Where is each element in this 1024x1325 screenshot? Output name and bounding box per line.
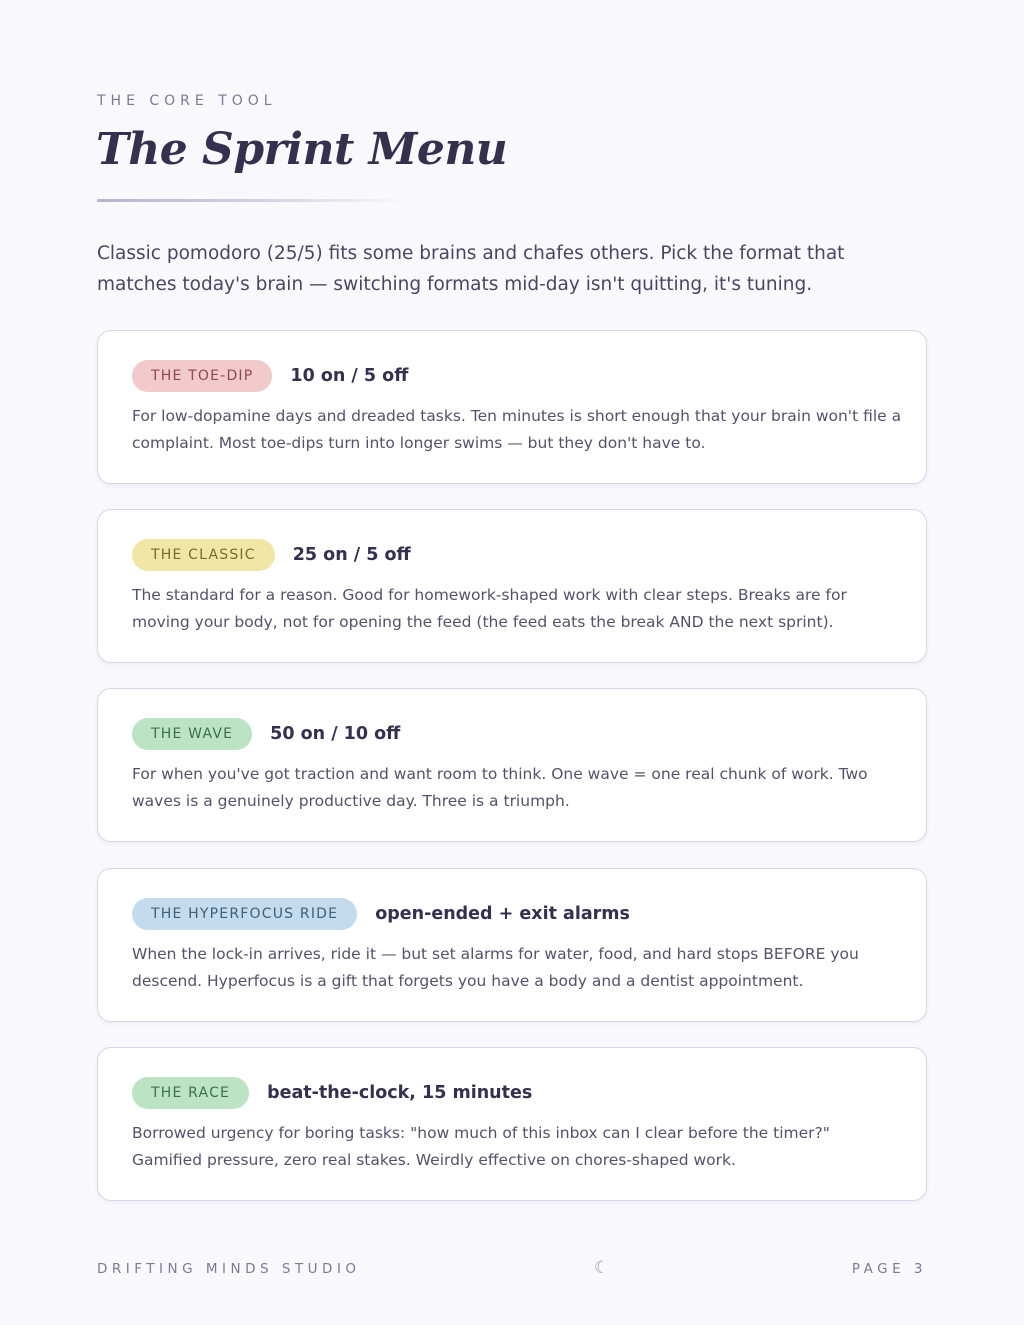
- sprint-description: Borrowed urgency for boring tasks: "how much of this inbox can I clear before the timer?" Gamified pressure, zero real stakes. Weirdly effective on chores-shaped work.: [132, 1124, 830, 1169]
- sprint-card-header: [132, 1077, 532, 1109]
- sprint-card-header: [132, 718, 400, 750]
- sprint-card-hyperfocus-ride: [97, 868, 927, 1022]
- footer-page-number: PAGE 3: [851, 1261, 927, 1277]
- sprint-description: The standard for a reason. Good for homework-shaped work with clear steps. Breaks are for moving your body, not for opening the feed (the feed eats the break AND the next sprint).: [132, 586, 847, 631]
- moon-icon: ☾: [594, 1258, 610, 1278]
- sprint-timing: 50 on / 10 off: [270, 724, 401, 744]
- sprint-card-header: [132, 898, 630, 930]
- sprint-card-classic: [97, 509, 927, 663]
- title-underline: [97, 199, 407, 202]
- sprint-timing: open-ended + exit alarms: [375, 904, 630, 924]
- sprint-description: When the lock-in arrives, ride it — but set alarms for water, food, and hard stops BEFORE you descend. Hyperfocus is a gift that forgets you have a body and a dentist appointment.: [132, 945, 859, 990]
- sprint-description: For low-dopamine days and dreaded tasks. Ten minutes is short enough that your brain won't file a complaint. Most toe-dips turn into longer swims — but they don't have to.: [132, 407, 902, 452]
- sprint-card-race: [97, 1047, 927, 1201]
- sprint-badge: THE TOE-DIP: [132, 360, 272, 392]
- footer-studio-name: DRIFTING MINDS STUDIO: [97, 1261, 361, 1277]
- section-eyebrow: THE CORE TOOL: [97, 93, 277, 109]
- sprint-timing: beat-the-clock, 15 minutes: [267, 1083, 533, 1103]
- sprint-timing: 10 on / 5 off: [290, 366, 409, 386]
- sprint-badge: THE RACE: [132, 1077, 249, 1109]
- sprint-card-wave: [97, 688, 927, 842]
- sprint-badge: THE WAVE: [132, 718, 252, 750]
- sprint-timing: 25 on / 5 off: [292, 545, 411, 565]
- intro-paragraph: Classic pomodoro (25/5) fits some brains and chafes others. Pick the format that matches today's brain — switching formats mid-day isn't quitting, it's tuning.: [97, 243, 845, 295]
- sprint-badge: THE HYPERFOCUS RIDE: [132, 898, 357, 930]
- sprint-card-header: [132, 360, 408, 392]
- sprint-badge: THE CLASSIC: [132, 539, 275, 571]
- sprint-card-toe-dip: [97, 330, 927, 484]
- sprint-description: For when you've got traction and want room to think. One wave = one real chunk of work. Two waves is a genuinely productive day. Three is a triumph.: [132, 765, 868, 810]
- page-title: The Sprint Menu: [96, 124, 508, 175]
- sprint-card-header: [132, 539, 411, 571]
